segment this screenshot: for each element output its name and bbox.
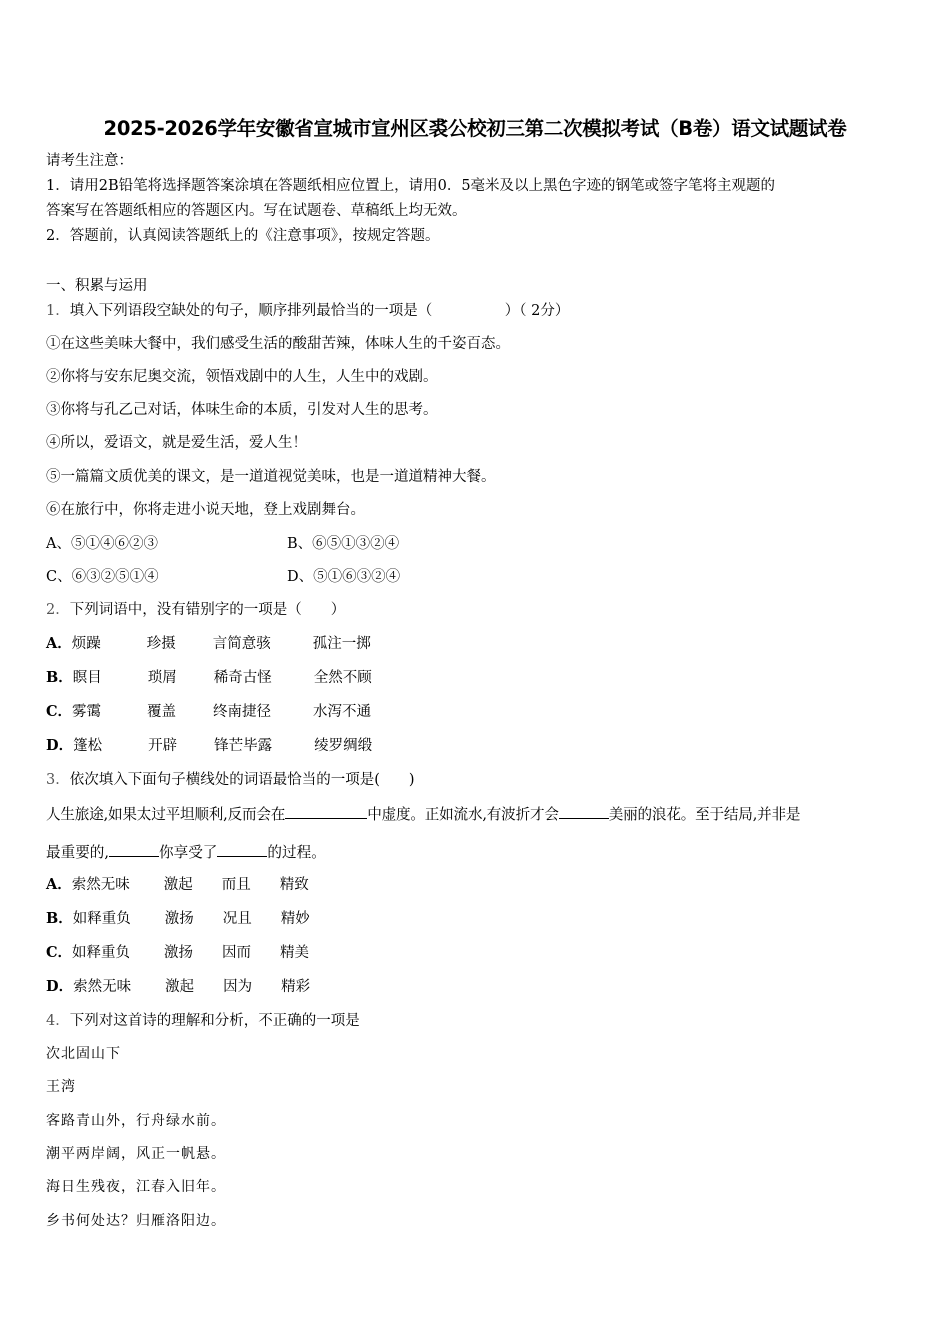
word: 言简意骇 <box>212 636 271 652</box>
word: 琐屑 <box>147 670 177 686</box>
notice-line-2: 2．答题前，认真阅读答题纸上的《注意事项》，按规定答题。 <box>46 228 440 244</box>
word: 开辟 <box>148 738 178 754</box>
q3-option-a <box>46 875 309 895</box>
word: 稀奇古怪 <box>213 670 272 686</box>
question-number: 3． <box>46 772 70 788</box>
question-text: 下列词语中，没有错别字的一项是（ ） <box>69 602 346 618</box>
word: 索然无味 <box>71 877 130 893</box>
question-number: 4． <box>46 1013 70 1029</box>
q1-item-2: ②你将与安东尼奥交流，领悟戏剧中的人生，人生中的戏剧。 <box>46 369 438 385</box>
word: 精致 <box>279 877 309 893</box>
poem-line-2: 潮平两岸阔，风正一帆悬。 <box>46 1146 226 1162</box>
question-2-stem <box>46 600 345 620</box>
q1-item-1: ①在这些美味大餐中，我们感受生活的酸甜苦辣，体味人生的千姿百态。 <box>46 336 510 352</box>
word: 精妙 <box>280 911 310 927</box>
passage-text: 最重要的, <box>46 844 110 861</box>
passage-text: 人生旅途,如果太过平坦顺利,反而会在 <box>46 806 286 823</box>
option-letter: D． <box>46 978 74 995</box>
option-c: C、⑥③②⑤①④ <box>46 569 159 585</box>
answer-blank <box>559 804 609 819</box>
word: 精美 <box>280 945 310 961</box>
word: 如释重负 <box>72 911 131 927</box>
option-letter: C． <box>46 703 73 720</box>
passage-text: 你享受了 <box>159 844 218 861</box>
option-letter: B． <box>46 910 73 927</box>
word: 孤注一掷 <box>312 636 371 652</box>
question-text: 下列对这首诗的理解和分析，不正确的一项是 <box>69 1013 360 1029</box>
word: 绫罗绸缎 <box>314 738 373 754</box>
q3-passage-line-2 <box>46 842 326 863</box>
poem-line-3: 海日生残夜，江春入旧年。 <box>46 1179 226 1195</box>
q3-option-d <box>46 977 310 997</box>
q2-option-d <box>46 736 372 756</box>
notice-heading: 请考生注意： <box>46 153 133 169</box>
word: 水泻不通 <box>313 704 372 720</box>
poem-line-1: 客路青山外，行舟绿水前。 <box>46 1113 226 1129</box>
answer-blank <box>109 842 159 857</box>
word: 烦躁 <box>71 636 101 652</box>
word: 索然无味 <box>73 979 132 995</box>
section-heading: 一、积累与运用 <box>46 278 148 294</box>
q2-option-c <box>46 702 371 722</box>
word: 而且 <box>221 877 251 893</box>
question-number: 2． <box>46 602 70 618</box>
word: 况且 <box>222 911 252 927</box>
option-letter: A． <box>46 635 72 652</box>
answer-blank <box>285 804 367 819</box>
passage-text: 中虚度。正如流水,有波折才会 <box>367 806 559 823</box>
word: 因而 <box>222 945 252 961</box>
word: 因为 <box>223 979 253 995</box>
option-letter: C． <box>46 944 73 961</box>
question-text: 填入下列语段空缺处的句子，顺序排列最恰当的一项是（ ）（ 2分） <box>69 303 570 319</box>
q3-option-b <box>46 909 310 929</box>
question-4-stem <box>46 1011 360 1031</box>
word: 雾霭 <box>72 704 102 720</box>
exam-title: 2025-2026学年安徽省宣城市宣州区裘公校初三第二次模拟考试（B卷）语文试题试卷 <box>103 117 847 140</box>
notice-line-1a: 1．请用2B铅笔将选择题答案涂填在答题纸相应位置上，请用0．5毫米及以上黑色字迹的钢笔或签字笔将主观题的 <box>46 178 776 194</box>
option-d: D、⑤①⑥③②④ <box>287 569 401 585</box>
word: 终南捷径 <box>213 704 272 720</box>
word: 如释重负 <box>72 945 131 961</box>
word: 瞑目 <box>72 670 102 686</box>
option-b: B、⑥⑤①③②④ <box>287 536 400 552</box>
q3-option-c <box>46 943 309 963</box>
word: 全然不顾 <box>313 670 372 686</box>
question-3-stem <box>46 770 415 790</box>
q1-item-4: ④所以，爱语文，就是爱生活，爱人生！ <box>46 435 307 451</box>
poem-title: 次北固山下 <box>46 1046 121 1062</box>
q2-option-a <box>46 634 371 654</box>
q1-item-3: ③你将与孔乙己对话，体味生命的本质，引发对人生的思考。 <box>46 402 438 418</box>
word: 篷松 <box>73 738 103 754</box>
word: 激起 <box>163 877 193 893</box>
word: 激起 <box>165 979 195 995</box>
passage-text: 的过程。 <box>267 844 326 861</box>
passage-text: 美丽的浪花。至于结局,并非是 <box>608 806 801 823</box>
word: 激扬 <box>164 911 194 927</box>
question-text: 依次填入下面句子横线处的词语最恰当的一项是( ) <box>69 772 415 788</box>
word: 锋芒毕露 <box>214 738 273 754</box>
word: 覆盖 <box>147 704 177 720</box>
word: 激扬 <box>164 945 194 961</box>
q1-option-row-2 <box>46 567 526 587</box>
q1-option-row-1 <box>46 534 526 554</box>
q1-item-5: ⑤一篇篇文质优美的课文，是一道道视觉美味，也是一道道精神大餐。 <box>46 469 496 485</box>
answer-blank <box>217 842 267 857</box>
option-letter: A． <box>46 876 72 893</box>
poem-line-4: 乡书何处达？归雁洛阳边。 <box>46 1213 226 1229</box>
question-1-stem <box>46 301 569 321</box>
q2-option-b <box>46 668 372 688</box>
word: 精彩 <box>281 979 311 995</box>
q3-passage-line-1 <box>46 804 800 825</box>
option-a: A、⑤①④⑥②③ <box>46 536 158 552</box>
notice-line-1b: 答案写在答题纸相应的答题区内。写在试题卷、草稿纸上均无效。 <box>46 203 467 219</box>
poem-author: 王湾 <box>46 1079 76 1095</box>
q1-item-6: ⑥在旅行中，你将走进小说天地，登上戏剧舞台。 <box>46 502 365 518</box>
question-number: 1． <box>46 303 70 319</box>
option-letter: D． <box>46 737 74 754</box>
word: 珍摄 <box>146 636 176 652</box>
option-letter: B． <box>46 669 73 686</box>
